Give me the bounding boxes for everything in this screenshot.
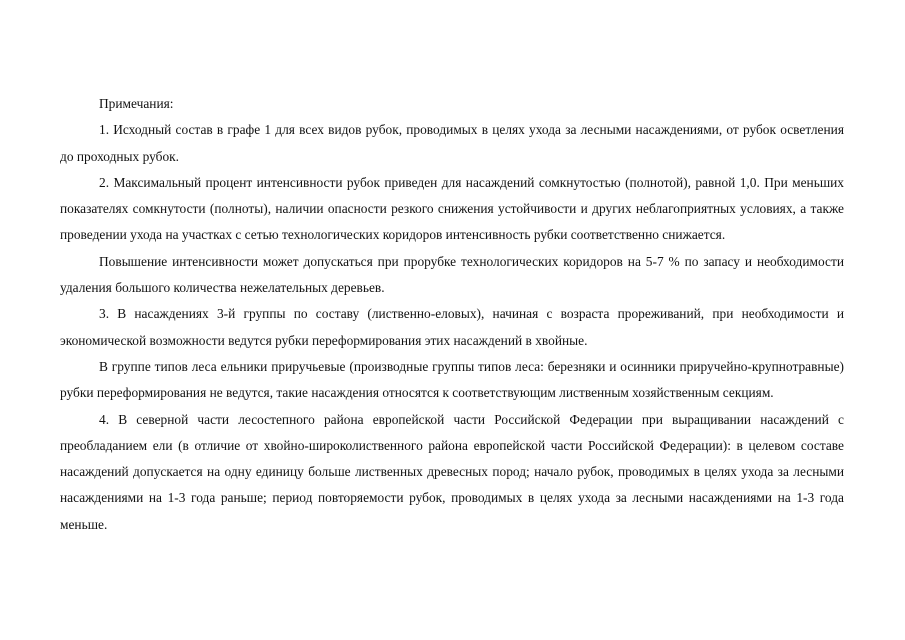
- note-paragraph-1: 1. Исходный состав в графе 1 для всех видов рубок, проводимых в целях ухода за лесными насаждениями, от рубок осветления до проходных рубок.: [60, 122, 844, 164]
- notes-heading: Примечания:: [99, 96, 174, 111]
- note-paragraph-2-continued: Повышение интенсивности может допускаться при прорубке технологических коридоров на 5-7 % по запасу и необходимости удаления большого количества нежелательных деревьев.: [60, 253, 844, 296]
- note-paragraph-2: 2. Максимальный процент интенсивности рубок приведен для насаждений сомкнутостью (полнотой), равной 1,0. При меньших показателях сомкнутости (полноты), наличии опасности резкого снижения устойчивости и других неблагоприятных условиях, а также проведении ухода на участках с сетью технологических коридоров интенсивность рубки соответственно снижается.: [60, 174, 844, 243]
- note-paragraph-3-continued: В группе типов леса ельники приручьевые (производные группы типов леса: березняки и осинники приручейно-крупнотравные) рубки переформирования не ведутся, такие насаждения относятся к соответствующим лиственным хозяйственным секциям.: [60, 358, 844, 401]
- notes-section: [60, 91, 844, 538]
- note-paragraph-4: 4. В северной части лесостепного района европейской части Российской Федерации при выращивании насаждений с преобладанием ели (в отличие от хвойно-широколиственного района европейской части Российской Федерации): в целевом составе насаждений допускается на одну единицу больше лиственных древесных пород; начало рубок, проводимых в целях ухода за лесными насаждениями на 1-3 года раньше; период повторяемости рубок, проводимых в целях ухода за лесными насаждениями на 1-3 года меньше.: [60, 411, 844, 532]
- note-paragraph-3: 3. В насаждениях 3-й группы по составу (лиственно-еловых), начиная с возраста прореживаний, при необходимости и экономической возможности ведутся рубки переформирования этих насаждений в хвойные.: [60, 306, 844, 348]
